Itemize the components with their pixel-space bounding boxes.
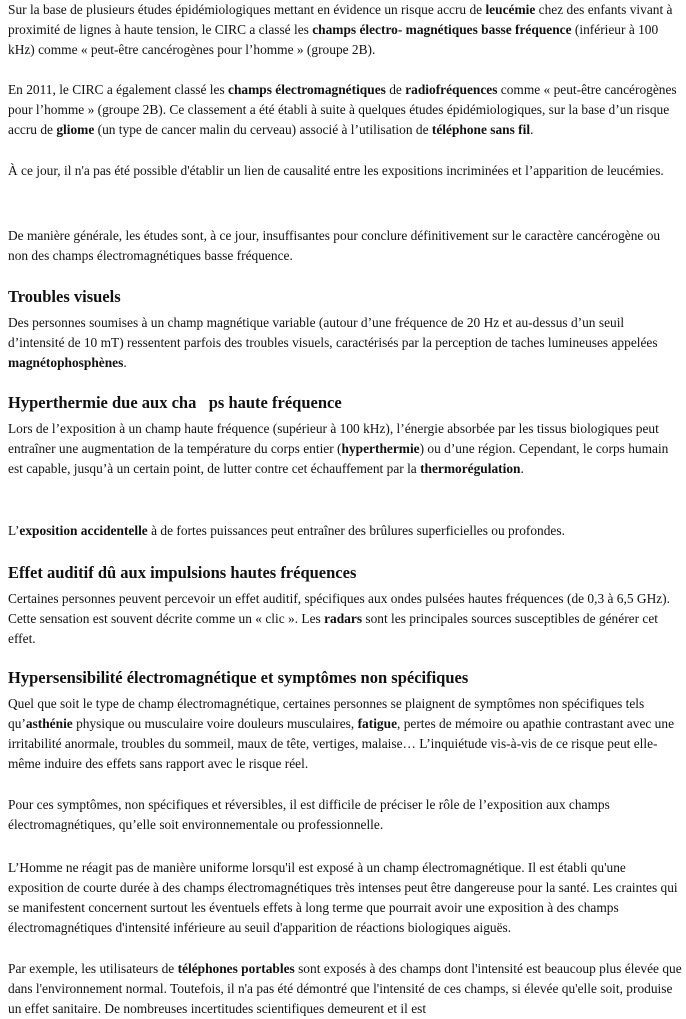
term-cordless-phone: téléphone sans fil (431, 122, 531, 137)
paragraph-exposure-role: Pour ces symptômes, non spécifiques et réversibles, il est difficile de préciser le rôle de l’exposition aux champs électromagnétiques, qu’elle soit environnementale ou professionnelle. (8, 797, 610, 832)
term-fatigue: fatigue (357, 716, 398, 731)
paragraph-accidental-exposure: L’exposition accidentelle à de fortes puissances peut entraîner des brûlures superficielles ou profondes. (8, 523, 565, 538)
paragraph-human-reaction: L’Homme ne réagit pas de manière uniforme lorsqu'il est exposé à un champ électromagnétique. Il est établi qu'une exposition de courte durée à des champs électromagnétiques très intenses peut être dangereuse pour la santé. Les craintes qui se manifestent concernent surtout les éventuels effets à long terme que pourrait avoir une exposition à des champs électromagnétiques d'intensité inférieure au seuil d'apparition de réactions biologiques aiguës. (8, 860, 678, 935)
term-glioma: gliome (56, 122, 95, 137)
term-radars: radars (324, 611, 363, 626)
paragraph-auditory-effect: Certaines personnes peuvent percevoir un effet auditif, spécifiques aux ondes pulsées hautes fréquences (de 0,3 à 6,5 GHz). Cette sensation est souvent décrite comme un « clic ». Les radars sont les principales sources susceptibles de générer cet effet. (8, 591, 670, 646)
term-thermoregulation: thermorégulation (420, 461, 521, 476)
paragraph-causality: À ce jour, il n'a pas été possible d'établir un lien de causalité entre les expositions incriminées et l’apparition de leucémies. (8, 163, 664, 178)
paragraph-nonspecific-symptoms: Quel que soit le type de champ électromagnétique, certaines personnes se plaignent de symptômes non spécifiques tels qu’asthénie physique ou musculaire voire douleurs musculaires, fatigue, pertes de mémoire ou apathie contrastant avec une irritabilité anormale, troubles du sommeil, maux de tête, vertiges, malaise… L’inquiétude vis-à-vis de ce risque peut elle-même induire des effets sans rapport avec le risque réel. (8, 696, 675, 771)
term-magnetophosphenes: magnétophosphènes (8, 355, 124, 370)
heading-hypersensitivity: Hypersensibilité électromagnétique et symptômes non spécifiques (8, 668, 469, 687)
term-radiofrequencies: radiofréquences (405, 82, 498, 97)
term-electromagnetic-fields: champs électromagnétiques (228, 82, 386, 97)
term-leukemia: leucémie (485, 2, 536, 17)
paragraph-hyperthermia: Lors de l’exposition à un champ haute fréquence (supérieur à 100 kHz), l’énergie absorbée par les tissus biologiques peut entraîner une augmentation de la température du corps entier (hyperthermie) ou d’une région. Cependant, le corps humain est capable, jusqu’à un certain point, de lutter contre cet échauffement par la thermorégulation. (8, 421, 669, 476)
term-asthenia: asthénie (25, 716, 73, 731)
heading-visual-disorders: Troubles visuels (8, 287, 121, 306)
term-low-frequency-fields: champs électro- magnétiques basse fréquence (312, 22, 572, 37)
term-mobile-phones: téléphones portables (177, 961, 295, 976)
paragraph-iarc-low-frequency: Sur la base de plusieurs études épidémiologiques mettant en évidence un risque accru de leucémie chez des enfants vivant à proximité de lignes à haute tension, le CIRC a classé les champs électro- magnétiques basse fréquence (inférieur à 100 kHz) comme « peut-être cancérogènes pour l’homme » (groupe 2B). (8, 2, 673, 57)
term-hyperthermia: hyperthermie (341, 441, 420, 456)
paragraph-magnetophosphenes: Des personnes soumises à un champ magnétique variable (autour d’une fréquence de 20 Hz et au-dessus d’un seuil d’intensité de 10 mT) ressentent parfois des troubles visuels, caractérisés par la perception de taches lumineuses appelées magnétophosphènes. (8, 315, 658, 370)
heading-auditory-effect: Effet auditif dû aux impulsions hautes fréquences (8, 563, 357, 582)
heading-hyperthermia: Hyperthermie due aux cha ps haute fréquence (8, 393, 342, 412)
paragraph-iarc-radiofrequency: En 2011, le CIRC a également classé les champs électromagnétiques de radiofréquences comme « peut-être cancérogènes pour l’homme » (groupe 2B). Ce classement a été établi à suite à quelques études épidémiologiques, sur la base d’un risque accru de gliome (un type de cancer malin du cerveau) associé à l’utilisation de téléphone sans fil. (8, 82, 677, 137)
term-accidental-exposure: exposition accidentelle (19, 523, 148, 538)
paragraph-insufficient-studies: De manière générale, les études sont, à ce jour, insuffisantes pour conclure définitivement sur le caractère cancérogène ou non des champs électromagnétiques basse fréquence. (8, 228, 661, 263)
paragraph-mobile-phones: Par exemple, les utilisateurs de téléphones portables sont exposés à des champs dont l'intensité est beaucoup plus élevée que dans l'environnement normal. Toutefois, il n'a pas été démontré que l'intensité de ces champs, si élevée qu'elle soit, produise un effet sanitaire. De nombreuses incertitudes scientifiques demeurent et il est (8, 961, 682, 1016)
